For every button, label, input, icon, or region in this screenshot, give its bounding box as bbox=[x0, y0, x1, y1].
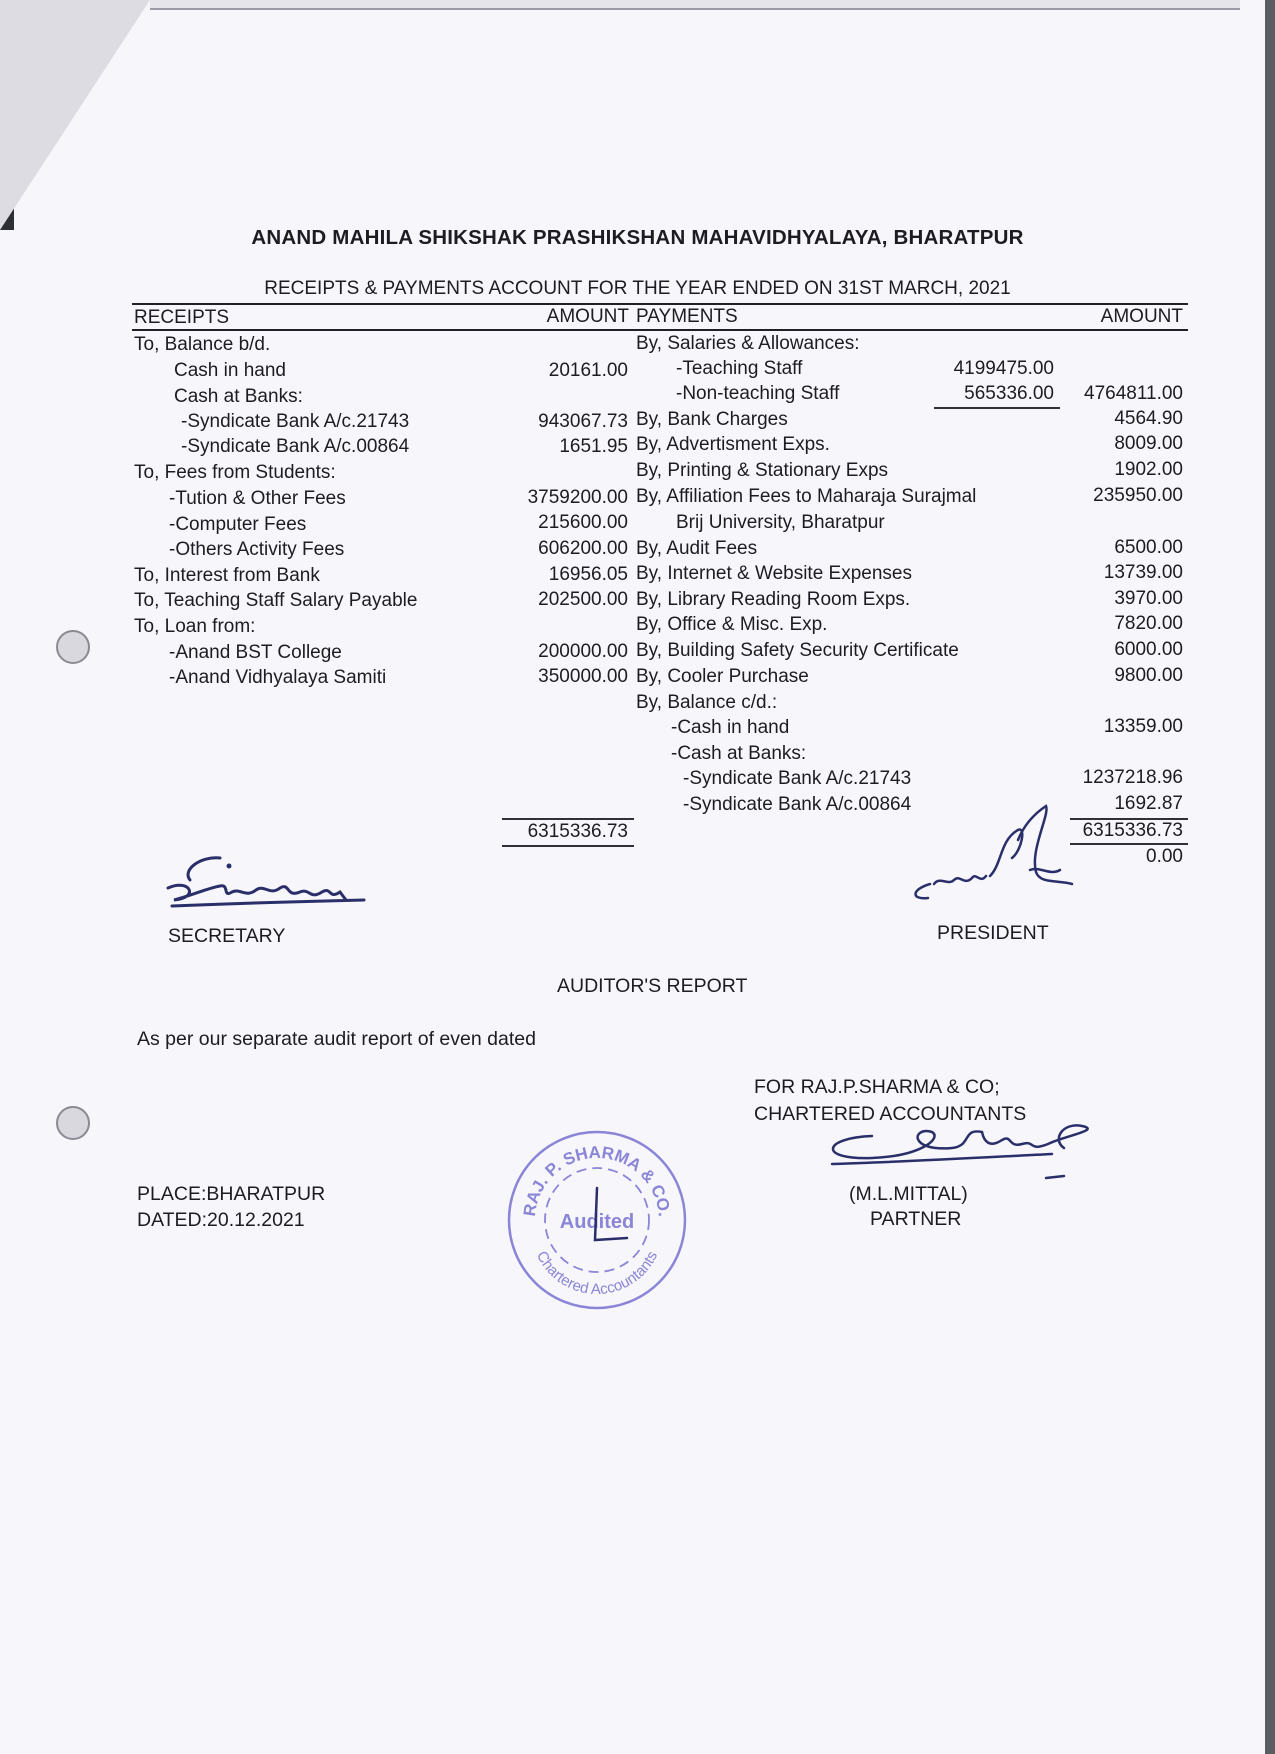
auditor-statement: As per our separate audit report of even dated bbox=[137, 1028, 536, 1050]
payment-label: By, Library Reading Room Exps. bbox=[636, 589, 911, 610]
payment-amount: 8009.00 bbox=[1114, 433, 1183, 454]
receipt-amount: 215600.00 bbox=[538, 512, 628, 533]
payment-label: By, Balance c/d.: bbox=[636, 692, 778, 713]
payment-amount: 13739.00 bbox=[1103, 562, 1183, 583]
payment-label: -Non-teaching Staff bbox=[676, 383, 840, 404]
punch-hole-icon bbox=[56, 1106, 90, 1140]
secretary-signature bbox=[160, 848, 370, 928]
receipt-amount: 606200.00 bbox=[538, 538, 628, 559]
payments-header: PAYMENTS bbox=[636, 306, 738, 327]
payment-label: By, Printing & Stationary Exps bbox=[636, 460, 889, 481]
receipt-label: -Anand BST College bbox=[169, 642, 342, 663]
payment-amount: 1237218.96 bbox=[1082, 767, 1183, 788]
header-top-rule bbox=[132, 303, 1188, 305]
payment-amount: 3970.00 bbox=[1114, 588, 1183, 609]
payment-amount: 9800.00 bbox=[1114, 665, 1183, 686]
subtotal-rule bbox=[934, 407, 1060, 409]
payment-subamount: 565336.00 bbox=[964, 383, 1054, 404]
payment-label: -Syndicate Bank A/c.21743 bbox=[683, 768, 912, 789]
receipt-label: -Syndicate Bank A/c.21743 bbox=[181, 411, 410, 432]
payment-label: By, Cooler Purchase bbox=[636, 666, 809, 687]
payment-amount: 6500.00 bbox=[1114, 537, 1183, 558]
punch-hole-icon bbox=[56, 630, 90, 664]
total-rule bbox=[502, 845, 634, 847]
payment-label: By, Building Safety Security Certificate bbox=[636, 640, 959, 661]
receipt-amount: 200000.00 bbox=[538, 641, 628, 662]
payment-subamount: 4199475.00 bbox=[953, 358, 1054, 379]
payment-amount: 4564.90 bbox=[1114, 408, 1183, 429]
receipts-header: RECEIPTS bbox=[134, 307, 230, 328]
payment-label: -Cash at Banks: bbox=[671, 743, 807, 764]
folded-corner bbox=[0, 0, 150, 230]
document-subtitle: RECEIPTS & PAYMENTS ACCOUNT FOR THE YEAR ENDED ON 31ST MARCH, 2021 bbox=[264, 278, 1011, 299]
payment-amount: 7820.00 bbox=[1114, 613, 1183, 634]
auditor-report-heading: AUDITOR'S REPORT bbox=[557, 975, 748, 997]
secretary-label: SECRETARY bbox=[168, 925, 286, 947]
receipt-amount: 20161.00 bbox=[548, 360, 628, 381]
payment-label: -Teaching Staff bbox=[676, 358, 803, 379]
difference-amount: 0.00 bbox=[1146, 846, 1183, 867]
payment-amount: 1692.87 bbox=[1114, 793, 1183, 814]
payment-amount: 13359.00 bbox=[1103, 716, 1183, 737]
payment-label: By, Bank Charges bbox=[636, 409, 788, 430]
receipt-label: To, Loan from: bbox=[134, 616, 256, 637]
receipt-amount: 943067.73 bbox=[538, 411, 628, 432]
partner-name: (M.L.MITTAL) bbox=[849, 1183, 968, 1205]
receipt-label: -Syndicate Bank A/c.00864 bbox=[181, 436, 410, 457]
payment-amount: 1902.00 bbox=[1114, 459, 1183, 480]
svg-text:Audited: Audited bbox=[559, 1211, 635, 1233]
receipt-label: -Tution & Other Fees bbox=[169, 488, 346, 509]
receipt-label: -Others Activity Fees bbox=[169, 539, 345, 560]
payment-label: By, Salaries & Allowances: bbox=[636, 333, 860, 354]
receipt-amount: 3759200.00 bbox=[527, 487, 628, 508]
header-bottom-rule bbox=[132, 329, 1188, 331]
amount-left-header: AMOUNT bbox=[546, 306, 629, 327]
partner-role: PARTNER bbox=[870, 1208, 962, 1230]
receipt-amount: 350000.00 bbox=[538, 666, 628, 687]
receipt-label: Cash in hand bbox=[174, 360, 286, 381]
receipt-amount: 202500.00 bbox=[538, 589, 628, 610]
payment-amount: 6000.00 bbox=[1114, 639, 1183, 660]
payments-total: 6315336.73 bbox=[1082, 820, 1183, 841]
payment-amount: 4764811.00 bbox=[1084, 383, 1183, 404]
auditor-stamp-icon bbox=[505, 1128, 689, 1312]
receipt-amount: 1651.95 bbox=[559, 436, 628, 457]
amount-right-header: AMOUNT bbox=[1100, 306, 1183, 327]
payment-label: By, Audit Fees bbox=[636, 538, 758, 559]
payment-label: By, Office & Misc. Exp. bbox=[636, 614, 828, 635]
receipt-label: Cash at Banks: bbox=[174, 386, 303, 407]
payment-label: Brij University, Bharatpur bbox=[676, 512, 885, 533]
dated: DATED:20.12.2021 bbox=[137, 1209, 305, 1231]
auditor-firm-line1: FOR RAJ.P.SHARMA & CO; bbox=[754, 1076, 1000, 1098]
svg-text:RAJ. P. SHARMA & CO.: RAJ. P. SHARMA & CO. bbox=[519, 1142, 674, 1218]
receipts-total: 6315336.73 bbox=[527, 821, 628, 842]
receipt-label: -Anand Vidhyalaya Samiti bbox=[169, 667, 387, 688]
place: PLACE:BHARATPUR bbox=[137, 1183, 326, 1205]
payment-amount: 235950.00 bbox=[1093, 485, 1183, 506]
president-signature bbox=[890, 800, 1090, 910]
payment-label: -Syndicate Bank A/c.00864 bbox=[683, 794, 912, 815]
receipt-label: -Computer Fees bbox=[169, 514, 307, 535]
receipt-label: To, Teaching Staff Salary Payable bbox=[134, 590, 418, 611]
svg-text:Chartered Accountants: Chartered Accountants bbox=[532, 1248, 662, 1299]
document-title: ANAND MAHILA SHIKSHAK PRASHIKSHAN MAHAVIDHYALAYA, BHARATPUR bbox=[251, 226, 1024, 249]
auditor-firm-line2: CHARTERED ACCOUNTANTS bbox=[754, 1103, 1027, 1125]
payment-label: By, Internet & Website Expenses bbox=[636, 563, 912, 584]
payment-label: -Cash in hand bbox=[671, 717, 790, 738]
scan-top-edge bbox=[150, 0, 1240, 10]
receipt-amount: 16956.05 bbox=[548, 564, 628, 585]
receipt-label: To, Interest from Bank bbox=[134, 565, 320, 586]
president-label: PRESIDENT bbox=[937, 922, 1049, 944]
receipt-label: To, Fees from Students: bbox=[134, 462, 336, 483]
payment-label: By, Advertisment Exps. bbox=[636, 434, 830, 455]
payment-label: By, Affiliation Fees to Maharaja Surajmal bbox=[636, 486, 977, 507]
receipt-label: To, Balance b/d. bbox=[134, 334, 271, 355]
